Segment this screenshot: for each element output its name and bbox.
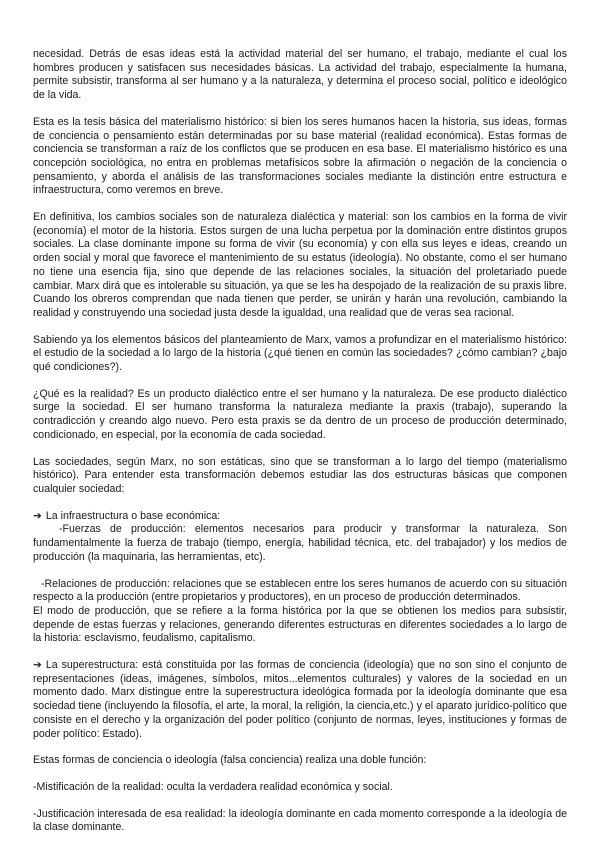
paragraph: Sabiendo ya los elementos básicos del planteamiento de Marx, vamos a profundizar en el materialismo histórico: el estudio de la sociedad a lo largo de la historia (¿qué tienen en común las sociedades? ¿cómo cambian? ¿bajo qué condiciones?). bbox=[33, 333, 567, 374]
paragraph: Las sociedades, según Marx, no son estáticas, sino que se transforman a lo largo del tiempo (materialismo histórico). Para entender esta transformación debemos estudiar las dos estructuras básicas que componen cualquier sociedad: bbox=[33, 455, 567, 495]
list-heading-superestructura bbox=[33, 659, 567, 741]
paragraph: Esta es la tesis básica del materialismo histórico: si bien los seres humanos hacen la historia, sus ideas, formas de conciencia o pensamiento están determinadas por su base material (realidad económica). Estas formas de conciencia se transforman a raíz de los conflictos que se producen en esa base. El materialismo histórico es una concepción sociológica, no entra en problemas metafísicos sobre la afirmación o negación de la conciencia o pensamiento, y aborda el análisis de las transformaciones sociales mediante la distinción entre estructura e infraestructura, como veremos en breve. bbox=[33, 115, 567, 197]
paragraph: ¿Qué es la realidad? Es un producto dialéctico entre el ser humano y la naturaleza. De ese producto dialéctico surge la sociedad. El ser humano transforma la naturaleza mediante la praxis (trabajo), superando la contradicción y creando algo nuevo. Pero esta praxis se da dentro de un proceso de producción determinado, condicionado, en especial, por la economía de cada sociedad. bbox=[33, 387, 567, 441]
paragraph: -Justificación interesada de esa realidad: la ideología dominante en cada momento corresponde a la ideología de la clase dominante. bbox=[33, 807, 567, 834]
arrow-right-icon: ➔ bbox=[33, 509, 42, 522]
paragraph: En definitiva, los cambios sociales son de naturaleza dialéctica y material: son los cambios en la forma de vivir (economía) el motor de la historia. Estos surgen de una lucha perpetua por la dominación entre distintos grupos sociales. La clase dominante impone su forma de vivir (su economía) y con ella sus leyes e ideas, creando un orden social y moral que favorece el mantenimiento de su estatus (ideología). No obstante, como el ser humano no tiene una esencia fija, sino que depende de las relaciones sociales, la situación del proletariado puede cambiar. Marx dirá que es intolerable su situación, ya que se les ha despojado de la realización de su praxis libre. Cuando los obreros comprendan que nada tienen que perder, se unirán y harán una revolución, cambiando la realidad y construyendo una sociedad justa desde la igualdad, una realidad que de veras sea racional. bbox=[33, 211, 567, 319]
paragraph: -Relaciones de producción: relaciones que se establecen entre los seres humanos de acuerdo con su situación respecto a la producción (entre propietarios y productores), en un proceso de producción determinados. bbox=[33, 577, 567, 604]
list-heading-text: La superestructura: está constituida por las formas de conciencia (ideología) que no son sino el conjunto de representaciones (ideas, imágenes, símbolos, mitos...elementos culturales) y valores de la sociedad en un momento dado. Marx distingue entre la superestructura ideológica formada por la ideología dominante que esa sociedad tiene (incluyendo la filosofía, el arte, la moral, la religión, la ciencia,etc.) y el aparato jurídico-político que consiste en el derecho y la organización del poder político (conjunto de normas, leyes, instituciones y formas de poder político: Estado). bbox=[33, 659, 567, 740]
paragraph: El modo de producción, que se refiere a la forma histórica por la que se obtienen los medios para subsistir, depende de estas fuerzas y relaciones, generando diferentes estructuras en diferentes sociedades a lo largo de la historia: esclavismo, feudalismo, capitalismo. bbox=[33, 604, 567, 645]
paragraph: Estas formas de conciencia o ideología (falsa conciencia) realiza una doble función: bbox=[33, 754, 427, 767]
document-page bbox=[33, 48, 567, 848]
paragraph: -Fuerzas de producción: elementos necesarios para producir y transformar la naturaleza. Son fundamentalmente la fuerza de trabajo (tiempo, energía, habilidad técnica, etc. del trabajador) y los medios de producción (la maquinaria, las herramientas, etc). bbox=[33, 523, 567, 563]
list-heading-text: La infraestructura o base económica: bbox=[45, 509, 221, 522]
list-heading-infraestructura bbox=[33, 510, 567, 524]
paragraph: -Mistificación de la realidad: oculta la verdadera realidad económica y social. bbox=[33, 780, 393, 793]
arrow-right-icon: ➔ bbox=[33, 659, 42, 672]
paragraph: necesidad. Detrás de esas ideas está la actividad material del ser humano, el trabajo, mediante el cual los hombres producen y satisfacen sus necesidades básicas. La actividad del trabajo, especialmente la humana, permite subsistir, transforma al ser humano y a la naturaleza, y determina el proceso social, político e ideológico de la vida. bbox=[33, 48, 567, 102]
